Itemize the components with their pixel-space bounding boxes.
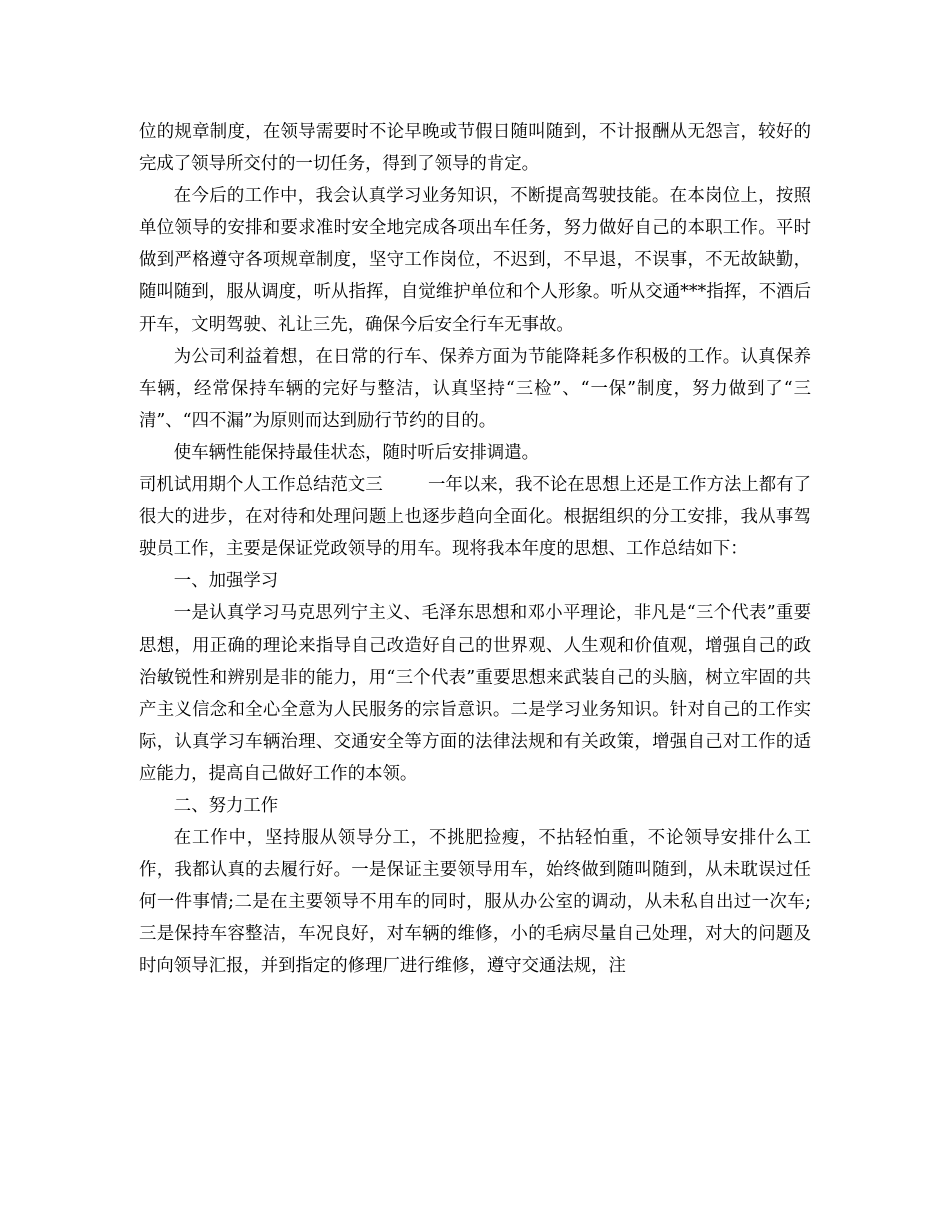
- heading-work: 二、努力工作: [173, 795, 279, 816]
- paragraph-study: 一是认真学习马克思列宁主义、毛泽东思想和邓小平理论，非凡是“三个代表”重要思想，用正确的理论来指导自己改造好自己的世界观、人生观和价值观，增强自己的政治敏锐性和辨别是非的能力，用“三个代表”重要思想来武装自己的头脑，树立牢固的共产主义信念和全心全意为人民服务的宗旨意识。二是学习业务知识。针对自己的工作实际，认真学习车辆治理、交通安全等方面的法律法规和有关政策，增强自己对工作的适应能力，提高自己做好工作的本领。: [139, 603, 811, 784]
- paragraph-company-interest: 为公司利益着想，在日常的行车、保养方面为节能降耗多作积极的工作。认真保养车辆，经常保持车辆的完好与整洁，认真坚持“三检”、“一保”制度，努力做到了“三清”、“四不漏”为原则而达到励行节约的目的。: [139, 346, 811, 431]
- paragraph-work: 在工作中，坚持服从领导分工，不挑肥捡瘦，不拈轻怕重，不论领导安排什么工作，我都认真的去履行好。一是保证主要领导用车，始终做到随叫随到，从未耽误过任何一件事情;二是在主要领导不用车的同时，服从办公室的调动，从未私自出过一次车;三是保持车容整洁，车况良好，对车辆的维修，小的毛病尽量自己处理，对大的问题及时向领导汇报，并到指定的修理厂进行维修，遵守交通法规，注: [139, 828, 811, 977]
- paragraph-future-work: 在今后的工作中，我会认真学习业务知识，不断提高驾驶技能。在本岗位上，按照单位领导的安排和要求准时安全地完成各项出车任务，努力做好自己的本职工作。平时做到严格遵守各项规章制度，坚守工作岗位，不迟到，不早退，不误事，不无故缺勤，随叫随到，服从调度，听从指挥，自觉维护单位和个人形象。听从交通***指挥，不酒后开车，文明驾驶、礼让三先，确保今后安全行车无事故。: [139, 186, 811, 335]
- paragraph-vehicle-state: 使车辆性能保持最佳状态，随时听后安排调遣。: [173, 442, 540, 463]
- paragraph-year-summary: 一年以来，我不论在思想上还是工作方法上都有了很大的进步，在对待和处理问题上也逐步趋向全面化。根据组织的分工安排，我从事驾驶员工作，主要是保证党政领导的用车。现将我本年度的思想、工作总结如下：: [139, 475, 811, 560]
- section-title: 司机试用期个人工作总结范文三: [139, 475, 383, 496]
- paragraph-continuation: 位的规章制度，在领导需要时不论早晚或节假日随叫随到，不计报酬从无怨言，较好的完成了领导所交付的一切任务，得到了领导的肯定。: [139, 122, 811, 175]
- paragraph-section-three: [139, 469, 811, 565]
- document-body: [139, 116, 811, 983]
- heading-study: 一、加强学习: [173, 571, 279, 592]
